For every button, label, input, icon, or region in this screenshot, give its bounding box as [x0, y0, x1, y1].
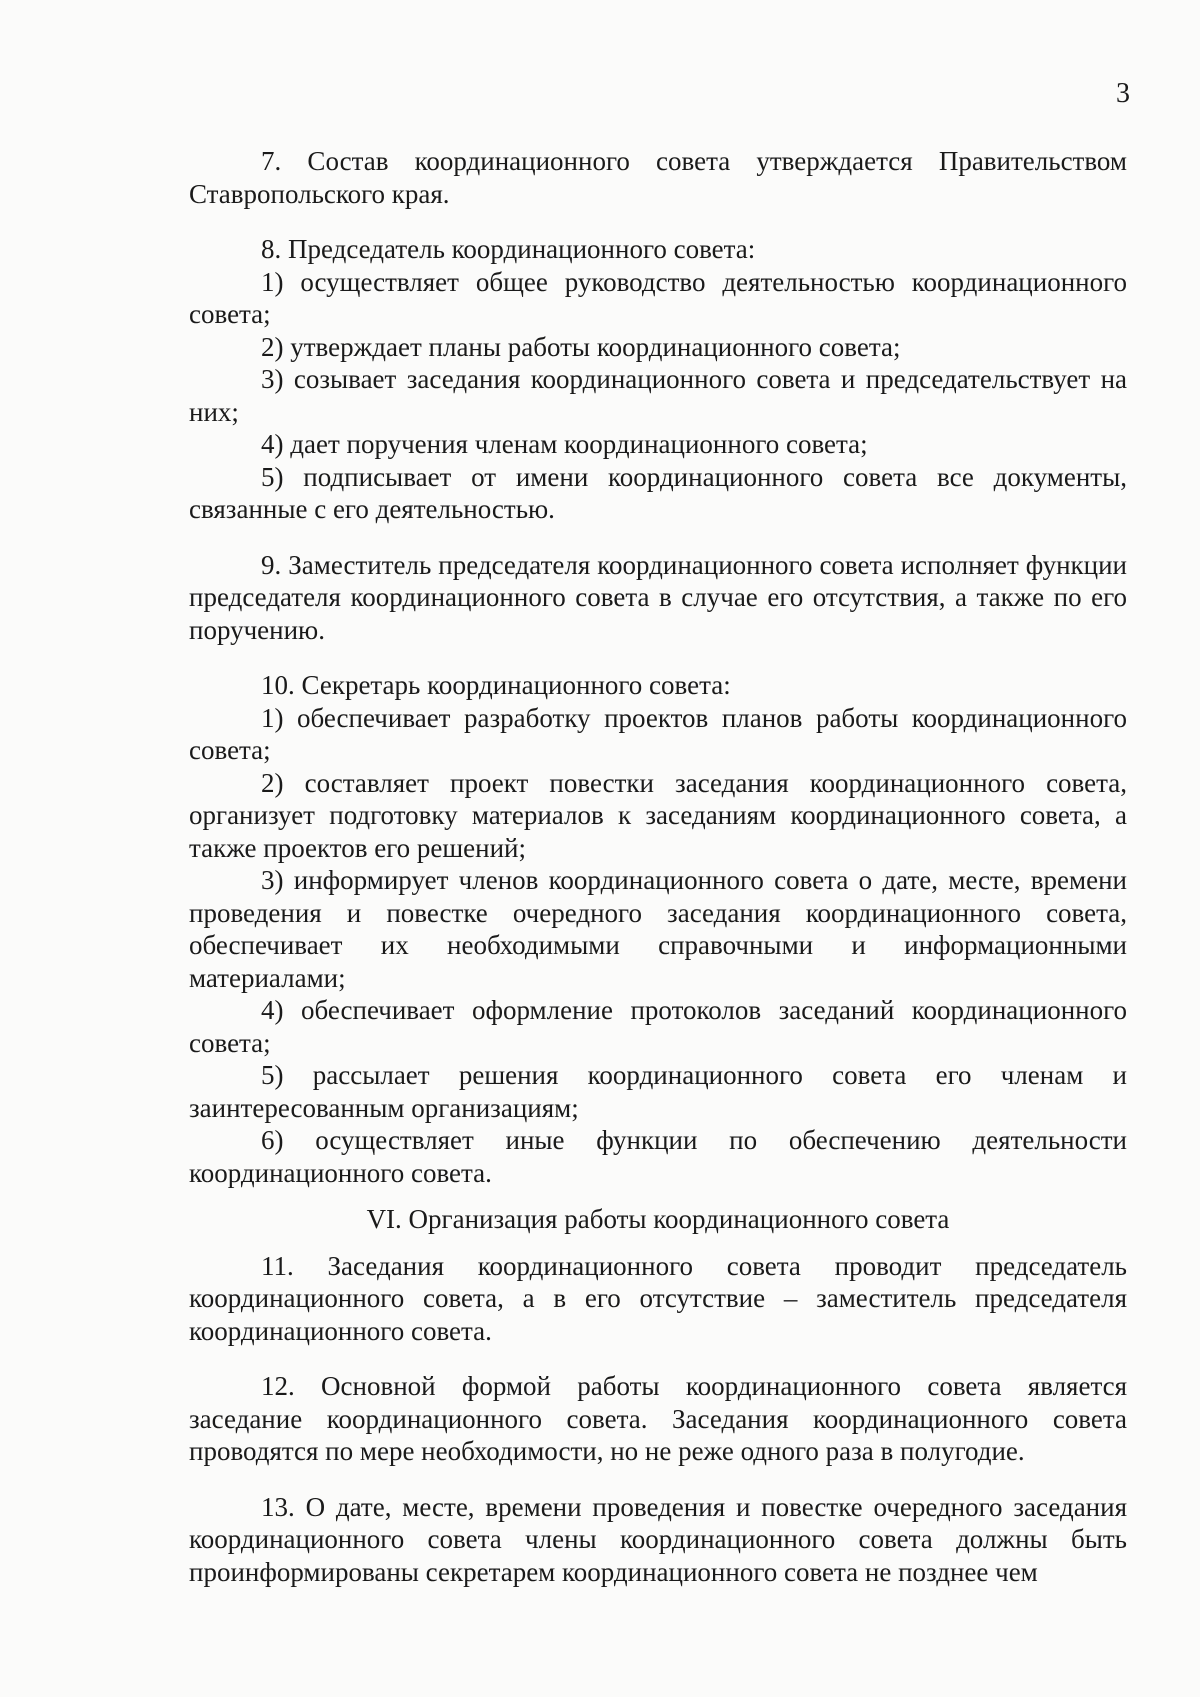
paragraph-13: 13. О дате, месте, времени проведения и повестке очередного заседания координационного совета члены координационного совета должны быть проинформированы секретарем координационного совета не позднее чем [189, 1491, 1127, 1587]
paragraph-10-item-3: 3) информирует членов координационного совета о дате, месте, времени проведения и повестке очередного заседания координационного совета, обеспечивает их необходимыми справочными и информационными материалами; [189, 865, 1127, 993]
paragraph-8-item-5: 5) подписывает от имени координационного совета все документы, связанные с его деятельностью. [189, 461, 1127, 524]
page-number: 3 [1116, 78, 1130, 109]
paragraph-8-item-1: 1) осуществляет общее руководство деятельностью координационного совета; [189, 266, 1127, 329]
paragraph-7: 7. Состав координационного совета утверждается Правительством Ставропольского края. [189, 146, 1127, 209]
paragraph-10-item-5: 5) рассылает решения координационного совета его членам и заинтересованным организациям; [189, 1060, 1127, 1123]
document-body [189, 145, 1127, 1588]
paragraph-9: 9. Заместитель председателя координационного совета исполняет функции председателя координационного совета в случае его отсутствия, а также по его поручению. [189, 549, 1127, 645]
paragraph-8-item-4: 4) дает поручения членам координационного совета; [261, 429, 868, 459]
section-heading-vi: VI. Организация работы координационного совета [366, 1204, 950, 1234]
paragraph-11: 11. Заседания координационного совета проводит председатель координационного совета, а в его отсутствие – заместитель председателя координационного совета. [189, 1250, 1127, 1346]
paragraph-10-item-4: 4) обеспечивает оформление протоколов заседаний координационного совета; [189, 995, 1127, 1058]
paragraph-8-item-2: 2) утверждает планы работы координационного совета; [261, 331, 901, 362]
paragraph-12: 12. Основной формой работы координационного совета является заседание координационного совета. Заседания координационного совета проводятся по мере необходимости, но не реже одного раза в полугодие. [189, 1371, 1127, 1466]
paragraph-8-item-3: 3) созывает заседания координационного совета и председательствует на них; [189, 364, 1127, 427]
paragraph-10-item-2: 2) составляет проект повестки заседания координационного совета, организует подготовку материалов к заседаниям координационного совета, а также проектов его решений; [189, 767, 1127, 863]
paragraph-10-intro: 10. Секретарь координационного совета: [261, 670, 731, 700]
paragraph-10-item-6: 6) осуществляет иные функции по обеспечению деятельности координационного совета. [189, 1125, 1127, 1188]
paragraph-10-item-1: 1) обеспечивает разработку проектов планов работы координационного совета; [189, 702, 1127, 765]
paragraph-8-intro: 8. Председатель координационного совета: [261, 234, 756, 264]
